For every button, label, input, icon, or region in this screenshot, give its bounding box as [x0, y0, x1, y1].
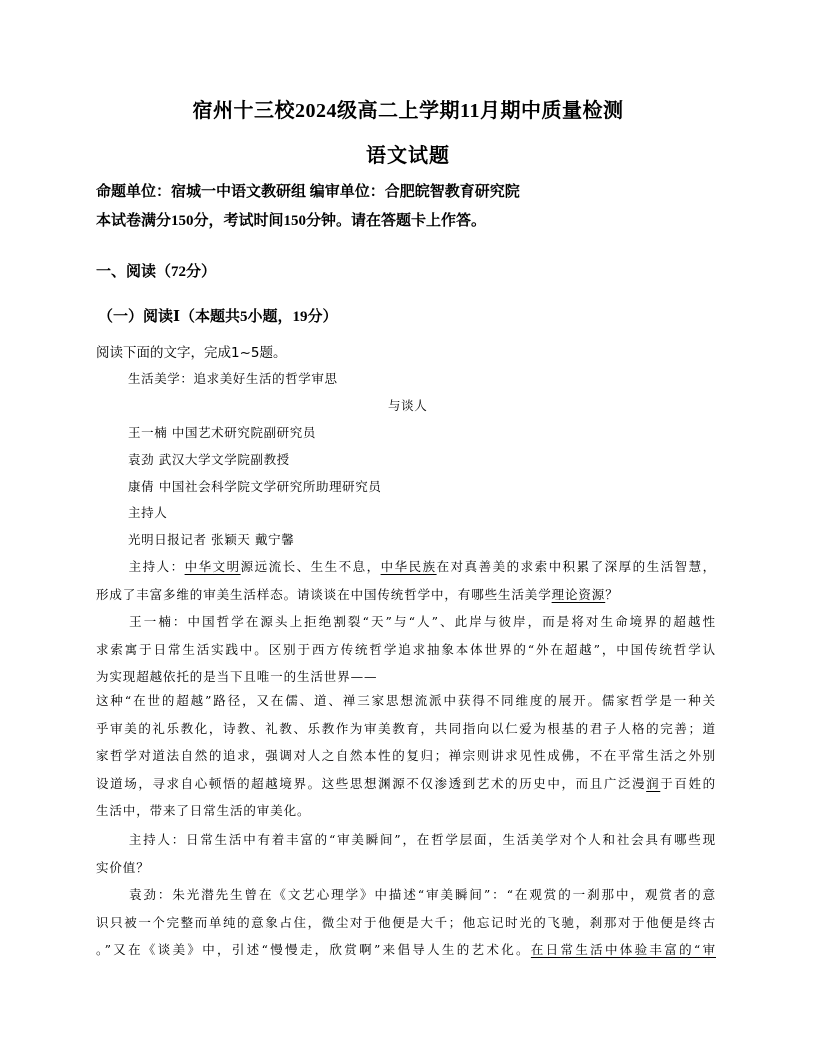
- instructions-line: 本试卷满分150分，考试时间150分钟。请在答题卡上作答。: [96, 213, 487, 229]
- underlined-term: 中华民族: [380, 559, 437, 574]
- paragraph-host-question-1: 主持人：中华文明源远流长、生生不息，中华民族在对真善美的求索中积累了深厚的生活智慧， 形成了丰富多维的审美生活样态。请谈谈在中国传统哲学中，有哪些生活美学理论资源？: [96, 559, 716, 602]
- underlined-term: 理论资源: [551, 586, 606, 602]
- host-label: 主持人: [128, 505, 168, 520]
- underlined-term: 在日常生活中体验丰富的“审: [530, 942, 716, 957]
- article-title: 生活美学：追求美好生活的哲学审思: [128, 371, 338, 386]
- participant-1: 王一楠 中国艺术研究院副研究员: [128, 425, 316, 440]
- reading-prompt: 阅读下面的文字，完成1~5题。: [96, 345, 287, 361]
- underlined-term: 润: [646, 775, 661, 791]
- paragraph-three-schools: 这种“在世的超越”路径，又在儒、道、禅三家思想流派中获得不同维度的展开。儒家哲学是一种关 乎审美的礼乐教化，诗教、礼教、乐教作为审美教育，共同指向以仁爱为根基的君子人格的完善；道 家哲学对道法自然的追求，强调对人之自然本性的复归；禅宗则讲求见性成佛，不在平常生活之外别 设道场，寻求自心顿悟的超越境界。这些思想渊源不仅渗透到艺术的历史中，而且广泛漫润于百姓的 生活中，带来了日常生活的审美化。: [96, 693, 716, 818]
- underlined-term: 中华文明: [184, 559, 241, 574]
- participant-2: 袁劲 武汉大学文学院副教授: [128, 452, 290, 467]
- subsection-heading: （一）阅读Ⅰ（本题共5小题，19分）: [98, 309, 338, 325]
- authors-line: 命题单位：宿城一中语文教研组 编审单位：合肥皖智教育研究院: [96, 184, 520, 200]
- paragraph-host-question-2: 主持人：日常生活中有着丰富的“审美瞬间”，在哲学层面，生活美学对个人和社会具有哪些现 实价值？: [96, 832, 716, 875]
- participant-3: 康倩 中国社会科学院文学研究所助理研究员: [128, 479, 382, 494]
- paragraph-wang-answer: 王一楠：中国哲学在源头上拒绝割裂“天”与“人”、此岸与彼岸，而是将对生命境界的超越性 求索寓于日常生活实践中。区别于西方传统哲学追求抽象本体世界的“外在超越”，中国传统哲学认 为实现超越依托的是当下且唯一的生活世界——: [96, 614, 716, 684]
- section-heading: 一、阅读（72分）: [96, 264, 217, 280]
- exam-subtitle: 语文试题: [366, 145, 450, 167]
- paragraph-yuan-answer: 袁劲：朱光潜先生曾在《文艺心理学》中描述“审美瞬间”：“在观赏的一刹那中，观赏者的意 识只被一个完整而单纯的意象占住，微尘对于他便是大千；他忘记时光的飞驰，刹那对于他便是终古 。”又在《谈美》中，引述“慢慢走，欣赏啊”来倡导人生的艺术化。在日常生活中体验丰富的“审: [96, 887, 716, 957]
- reporters-line: 光明日报记者 张颖天 戴宁馨: [128, 532, 295, 547]
- participants-label: 与谈人: [388, 398, 428, 413]
- exam-title: 宿州十三校2024级高二上学期11月期中质量检测: [192, 100, 624, 122]
